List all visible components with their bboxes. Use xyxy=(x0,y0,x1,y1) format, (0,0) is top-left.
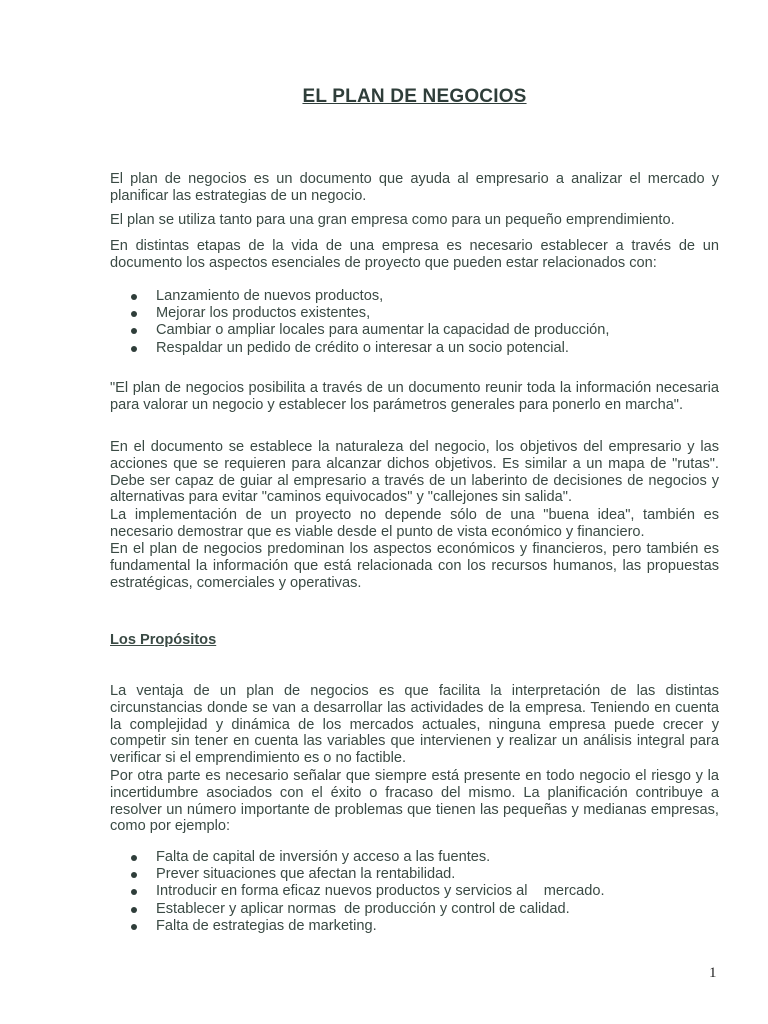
section-heading-propositos: Los Propósitos xyxy=(110,632,217,648)
purposes-paragraph-1: La ventaja de un plan de negocios es que facilita la interpretación de las distintas circunstancias donde se van a desarrollar las actividades de la empresa. Teniendo en cuenta la complejidad y dinámica de los mercados actuales, ninguna empresa puede crecer y competir sin tener en cuenta las variables que intervienen y realizar un análisis integral para verificar si el emprendimiento es o no factible. xyxy=(110,683,719,767)
document-page xyxy=(110,0,719,1024)
body-paragraph-2: La implementación de un proyecto no depende sólo de una "buena idea", también es necesario demostrar que es viable desde el punto de vista económico y financiero. xyxy=(110,507,719,540)
bullet-icon xyxy=(131,294,137,300)
list-item: Prever situaciones que afectan la rentabilidad. xyxy=(110,866,719,883)
body-paragraph-1: En el documento se establece la naturaleza del negocio, los objetivos del empresario y las acciones que se requieren para alcanzar dichos objetivos. Es similar a un mapa de "rutas". Debe ser capaz de guiar al empresario a través de un laberinto de decisiones de negocios y alternativas para evitar "caminos equivocados" y "callejones sin salida". xyxy=(110,439,719,506)
bullet-icon xyxy=(131,311,137,317)
bullet-icon xyxy=(131,328,137,334)
bullet-icon xyxy=(131,907,137,913)
body-paragraph-3: En el plan de negocios predominan los aspectos económicos y financieros, pero también es fundamental la información que está relacionada con los recursos humanos, las propuestas estratégicas, comerciales y operativas. xyxy=(110,541,719,591)
intro-paragraph-1: El plan de negocios es un documento que ayuda al empresario a analizar el mercado y planificar las estrategias de un negocio. xyxy=(110,171,719,204)
purposes-paragraph-2: Por otra parte es necesario señalar que siempre está presente en todo negocio el riesgo y la incertidumbre asociados con el éxito o fracaso del mismo. La planificación contribuye a resolver un número importante de problemas que tienen las pequeñas y medianas empresas, como por ejemplo: xyxy=(110,768,719,835)
bullet-icon xyxy=(131,872,137,878)
bullet-icon xyxy=(131,889,137,895)
document-title: EL PLAN DE NEGOCIOS xyxy=(302,86,527,107)
list-item: Cambiar o ampliar locales para aumentar la capacidad de producción, xyxy=(110,322,719,339)
list-item: Falta de estrategias de marketing. xyxy=(110,918,719,935)
bullet-icon xyxy=(131,346,137,352)
list-item: Mejorar los productos existentes, xyxy=(110,305,719,322)
bullet-icon xyxy=(131,855,137,861)
list-item: Falta de capital de inversión y acceso a las fuentes. xyxy=(110,849,719,866)
quote-paragraph: "El plan de negocios posibilita a través de un documento reunir toda la información necesaria para valorar un negocio y establecer los parámetros generales para ponerlo en marcha". xyxy=(110,380,719,413)
list-item: Respaldar un pedido de crédito o interesar a un socio potencial. xyxy=(110,340,719,357)
list-item: Lanzamiento de nuevos productos, xyxy=(110,288,719,305)
list-item: Establecer y aplicar normas de producción y control de calidad. xyxy=(110,901,719,918)
bullet-icon xyxy=(131,924,137,930)
bullet-list-problems xyxy=(110,849,719,935)
intro-paragraph-3: En distintas etapas de la vida de una empresa es necesario establecer a través de un documento los aspectos esenciales de proyecto que pueden estar relacionados con: xyxy=(110,238,719,271)
list-item: Introducir en forma eficaz nuevos productos y servicios al mercado. xyxy=(110,883,719,900)
bullet-list-projects xyxy=(110,288,719,357)
page-number: 1 xyxy=(709,965,717,981)
intro-paragraph-2: El plan se utiliza tanto para una gran empresa como para un pequeño emprendimiento. xyxy=(110,212,675,228)
